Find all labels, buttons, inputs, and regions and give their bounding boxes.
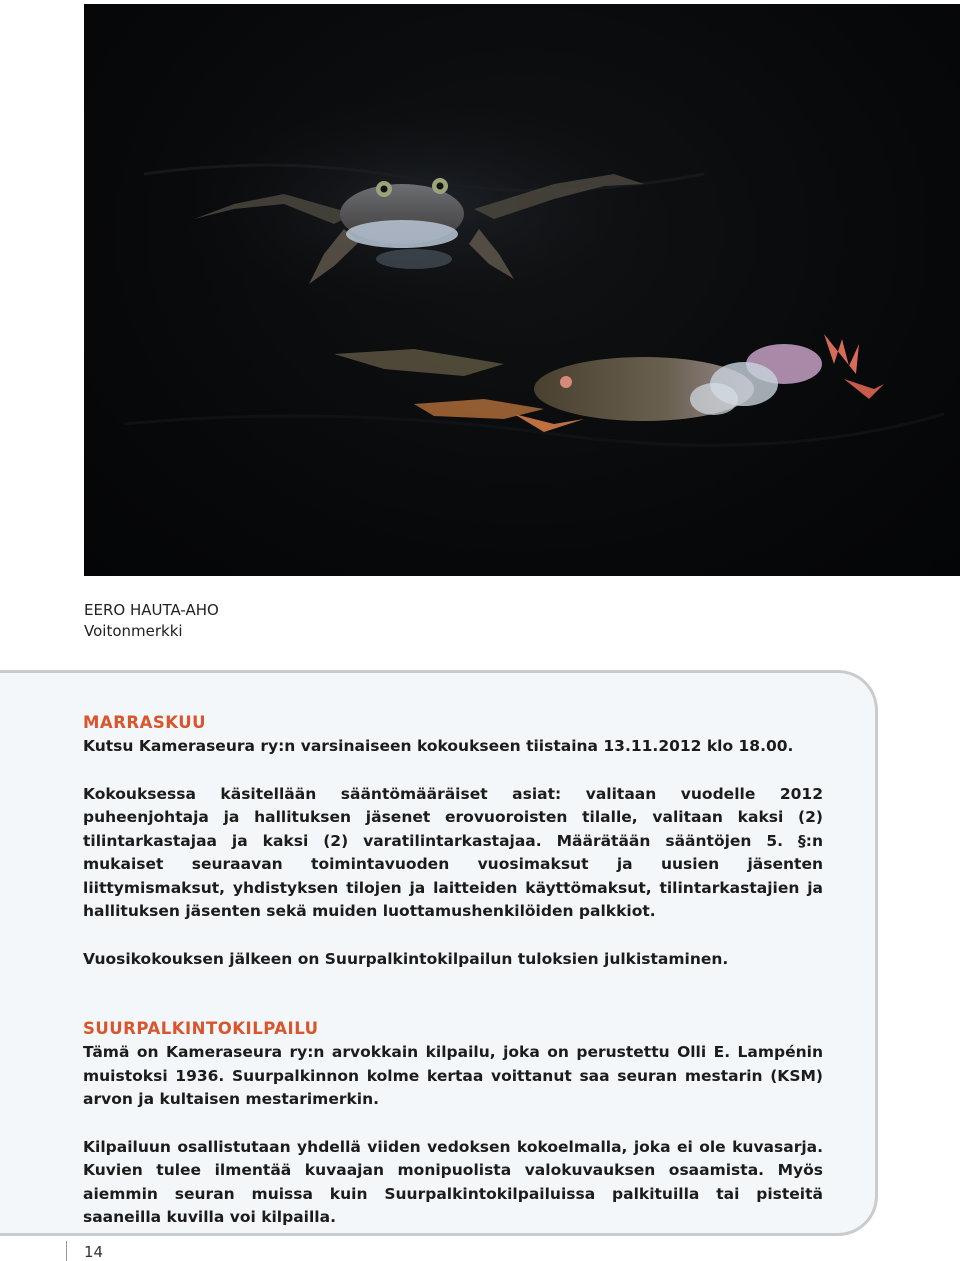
section-heading-suurpalkintokilpailu: SUURPALKINTOKILPAILU xyxy=(83,1019,319,1038)
lower-frogs xyxy=(334,334,884,432)
photo-author: EERO HAUTA-AHO xyxy=(84,601,219,619)
frog-photo xyxy=(84,4,960,576)
page-number-rule xyxy=(66,1241,67,1261)
frog-photo-illustration xyxy=(84,4,960,576)
competition-rules-paragraph: Kilpailuun osallistutaan yhdellä viiden vedoksen kokoelmalla, joka ei ole kuvasarja. Kuvien tulee ilmentää kuvaajan monipuolista valokuvauksen osaamista. Myös aiemmin seuran muissa kuin Suurpalkintokilpailuissa palkituilla tai pisteitä saaneilla kuvilla voi kilpailla. xyxy=(83,1137,823,1226)
announcement-content xyxy=(83,711,823,1230)
page-number: 14 xyxy=(84,1243,104,1261)
meeting-agenda-paragraph: Kokouksessa käsitellään sääntömääräiset asiat: valitaan vuodelle 2012 puheenjohtaja ja hallituksen jäsenet erovuoroisten tilalle, valitaan kaksi (2) tilintarkastajaa ja kaksi (2) varatilintarkastajaa. Määrätään sääntöjen 5. §:n mukaiset seuraavan toimintavuoden vuosimaksut ja uusien jäsenten liittymismaksut, yhdistyksen tilojen ja laitteiden käyttömaksut, tilintarkastajien ja hallituksen jäsenten sekä muiden luottamushenkilöiden palkkiot. xyxy=(83,784,823,920)
announcement-panel xyxy=(0,670,878,1236)
photo-title: Voitonmerkki xyxy=(84,622,183,640)
section-heading-marraskuu: MARRASKUU xyxy=(83,713,207,732)
photo-credit xyxy=(84,600,219,642)
meeting-invitation: Kutsu Kameraseura ry:n varsinaiseen kokoukseen tiistaina 13.11.2012 klo 18.00. xyxy=(83,737,794,755)
competition-intro-paragraph: Tämä on Kameraseura ry:n arvokkain kilpailu, joka on perustettu Olli E. Lampénin muistoksi 1936. Suurpalkinnon kolme kertaa voittanut saa seuran mestarin (KSM) arvon ja kultaisen mestarimerkin. xyxy=(83,1043,823,1108)
results-announcement-paragraph: Vuosikokouksen jälkeen on Suurpalkintokilpailun tuloksien julkistaminen. xyxy=(83,949,729,968)
